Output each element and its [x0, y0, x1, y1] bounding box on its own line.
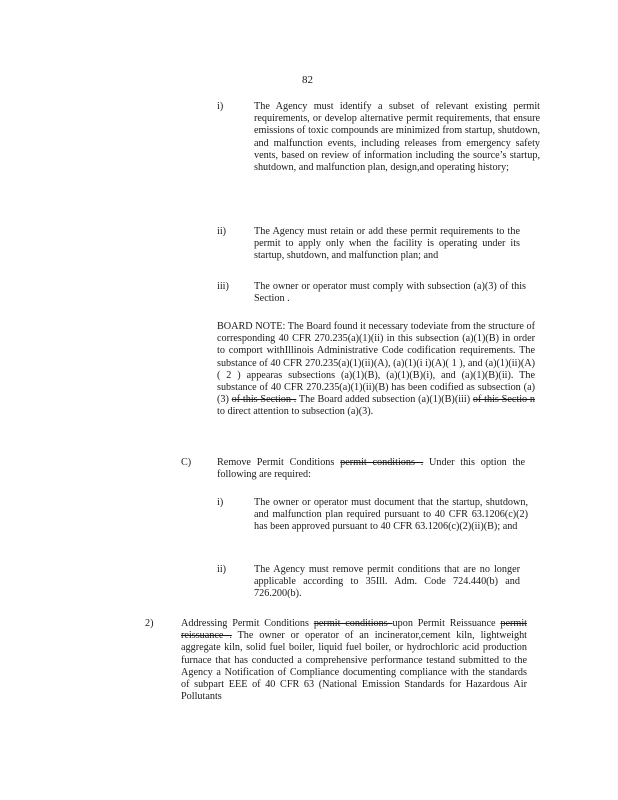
item-c-heading: Remove Permit Conditions	[217, 457, 341, 468]
item-i-label: i)	[217, 101, 224, 112]
board-note-struck-text: of this Sectio n	[472, 394, 535, 406]
item-c-body: Under this option the following are required:	[217, 457, 525, 481]
board-note-text: The Board added subsection (a)(1)(B)(iii)	[296, 394, 473, 406]
item-ii-text: The Agency must retain or add these permit requirements to the permit to apply only when the facility is operating under its startup, shutdown, and malfunction plan; and	[254, 226, 520, 262]
item-2-label: 2)	[145, 618, 154, 629]
item-2-struck-text: permit conditions	[313, 618, 393, 629]
item-c-label: C)	[181, 457, 192, 468]
item-c-text	[217, 457, 525, 481]
board-note-text: to direct attention to subsection (a)(3).	[217, 406, 374, 418]
item-i-text: The owner or operator must document that the startup, shutdown, and malfunction plan required pursuant to 40 CFR 63.1206(c)(2) has been approved pursuant to 40 CFR 63.1206(c)(2)(ii)(B); and	[254, 497, 528, 533]
item-i-text: The Agency must identify a subset of relevant existing permit requirements, or develop alternative permit requirements, that ensure emissions of toxic compounds are minimized from startup, shutdown, and malfunction events, including releases from emergency safety vents, based on review of information including the source’s startup, shutdown, and malfunction plan, design,and operating history;	[254, 101, 540, 174]
board-note-struck-text: of this Section .	[231, 394, 297, 406]
item-ii-label: ii)	[217, 226, 227, 237]
item-2-heading: upon Permit Reissuance	[392, 618, 501, 629]
item-c-struck-text: permit conditions .	[340, 457, 424, 468]
item-2-struck-text: permit reissuance .	[181, 618, 528, 642]
item-2-text	[181, 618, 527, 703]
board-note-text: BOARD NOTE: The Board found it necessary todeviate from the structure of corresponding 40 CFR 270.235(a)(1)(ii) in this subsection (a)(1)(B) in order to comport withIllinois Administrative Code codification requirements. The substance of 40 CFR 270.235(a)(1)(ii)(A), (a)(1)(i i)(A)( 1 ), and (a)(1)(ii)(A)( 2 ) appearas subsections (a)(1)(B), (a)(1)(B)(i), and (a)(1)(B)(ii). The substance of 40 CFR 270.235(a)(1)(ii)(B) has been codified as subsection (a)(3)	[217, 321, 535, 406]
item-i-label: i)	[217, 497, 224, 508]
item-ii-text: The Agency must remove permit conditions that are no longer applicable according to 35Ill. Adm. Code 724.440(b) and 726.200(b).	[254, 564, 520, 600]
page-number: 82	[302, 74, 313, 86]
item-ii-label: ii)	[217, 564, 227, 575]
item-2-heading: Addressing Permit Conditions	[181, 618, 314, 629]
board-note	[217, 321, 535, 419]
item-2-body: The owner or operator of an incinerator,cement kiln, lightweight aggregate kiln, solid fuel boiler, liquid fuel boiler, or hydrochloric acid production furnace that has conducted a comprehensive performance testand submitted to the Agency a Notification of Compliance documenting compliance with the standards of subpart EEE of 40 CFR 63 (National Emission Standards for Hazardous Air Pollutants	[181, 630, 527, 703]
item-iii-text: The owner or operator must comply with subsection (a)(3) of this Section .	[254, 281, 526, 305]
item-iii-label: iii)	[217, 281, 229, 292]
